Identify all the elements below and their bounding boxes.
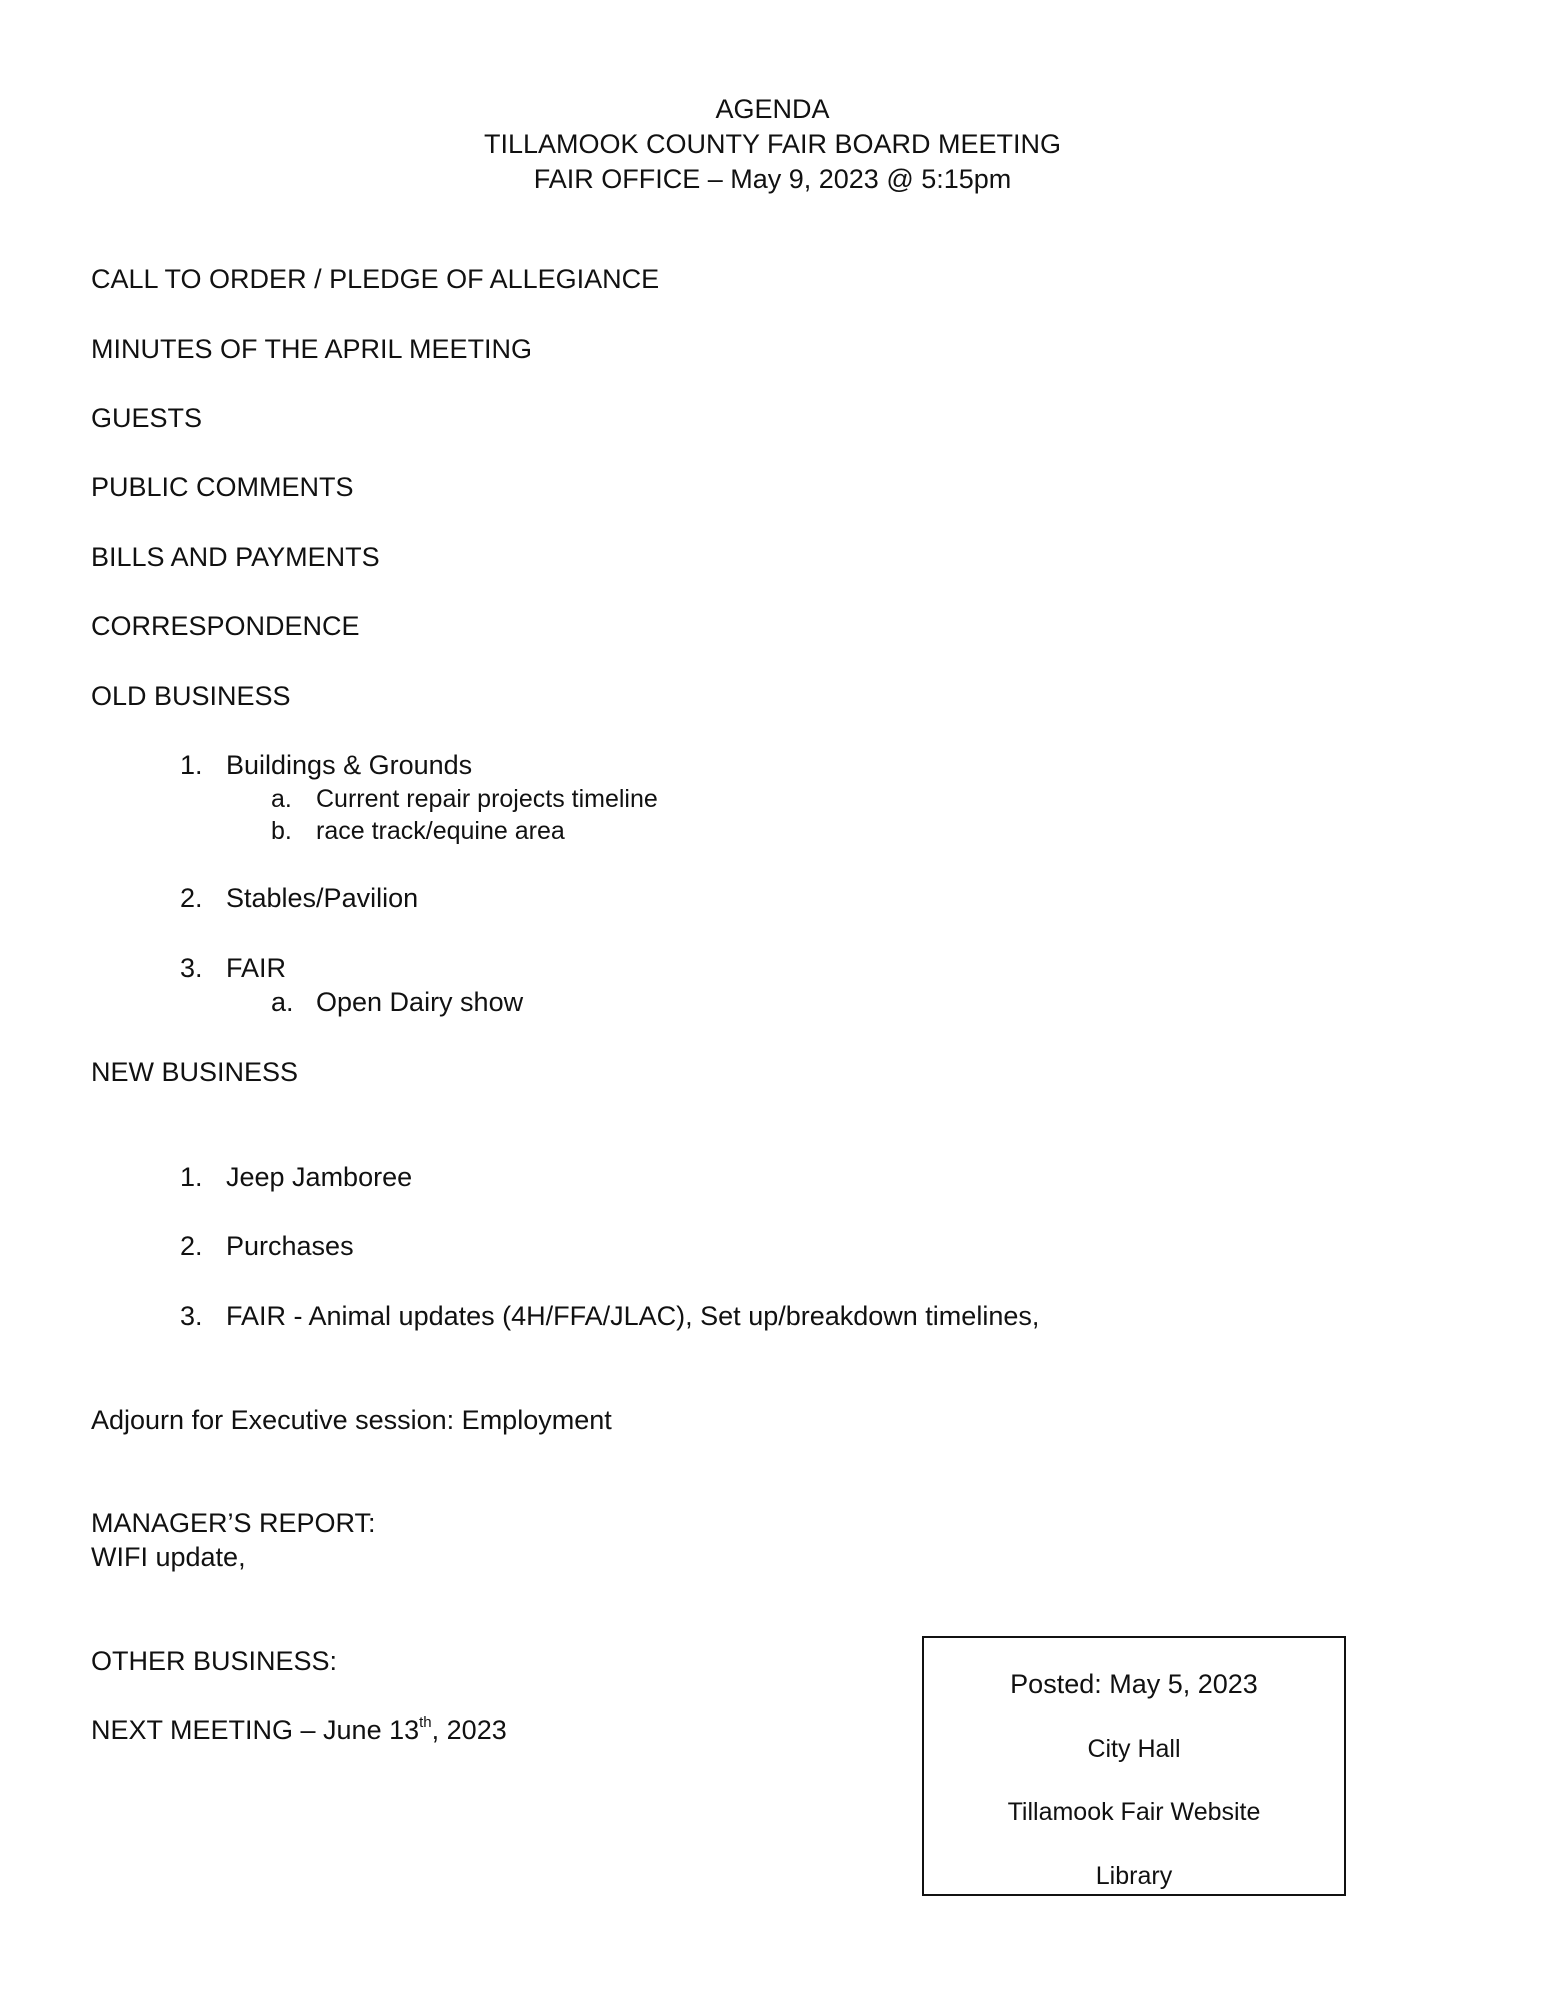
old-item-1-label: Buildings & Grounds [226, 750, 473, 780]
section-old-business: OLD BUSINESS [91, 681, 291, 711]
old-item-1a-label: Current repair projects timeline [316, 785, 658, 813]
new-item-3-number: 3. [180, 1301, 203, 1331]
meeting-location-date: FAIR OFFICE – May 9, 2023 @ 5:15pm [533, 164, 1012, 194]
section-minutes: MINUTES OF THE APRIL MEETING [91, 334, 533, 364]
old-item-3-label: FAIR [226, 953, 287, 983]
section-call-to-order: CALL TO ORDER / PLEDGE OF ALLEGIANCE [91, 264, 660, 294]
next-meeting-prefix: NEXT MEETING – June 13 [91, 1715, 420, 1745]
old-item-1-number: 1. [180, 750, 203, 780]
old-item-3a-label: Open Dairy show [316, 987, 524, 1017]
new-item-1-number: 1. [180, 1162, 203, 1192]
old-item-1b-label: race track/equine area [316, 817, 565, 845]
manager-report-item: WIFI update, [91, 1542, 246, 1572]
other-business: OTHER BUSINESS: [91, 1646, 338, 1676]
old-item-1b-letter: b. [271, 817, 292, 845]
posted-location-library: Library [1095, 1862, 1173, 1890]
old-item-2-label: Stables/Pavilion [226, 883, 419, 913]
old-item-1a-letter: a. [271, 785, 292, 813]
new-item-3-label: FAIR - Animal updates (4H/FFA/JLAC), Set up/breakdown timelines, [226, 1301, 1040, 1331]
posted-location-city-hall: City Hall [1087, 1735, 1181, 1763]
old-item-3-number: 3. [180, 953, 203, 983]
section-public-comments: PUBLIC COMMENTS [91, 472, 354, 502]
next-meeting-year: , 2023 [431, 1715, 507, 1745]
agenda-header [0, 92, 1545, 197]
new-item-2-label: Purchases [226, 1231, 354, 1261]
section-guests: GUESTS [91, 403, 203, 433]
meeting-name: TILLAMOOK COUNTY FAIR BOARD MEETING [483, 129, 1062, 159]
new-item-1-label: Jeep Jamboree [226, 1162, 413, 1192]
posted-location-website: Tillamook Fair Website [1007, 1798, 1261, 1826]
posting-notice-box [922, 1636, 1346, 1896]
manager-report-heading: MANAGER’S REPORT: [91, 1508, 376, 1538]
old-item-3a-letter: a. [271, 987, 294, 1017]
agenda-title: AGENDA [715, 94, 830, 124]
next-meeting-ordinal: th [419, 1714, 432, 1731]
executive-session: Adjourn for Executive session: Employment [91, 1405, 612, 1435]
section-correspondence: CORRESPONDENCE [91, 611, 360, 641]
new-item-2-number: 2. [180, 1231, 203, 1261]
old-item-2-number: 2. [180, 883, 203, 913]
section-bills-payments: BILLS AND PAYMENTS [91, 542, 380, 572]
posted-date: Posted: May 5, 2023 [1010, 1669, 1258, 1699]
next-meeting [91, 1714, 507, 1746]
section-new-business: NEW BUSINESS [91, 1057, 299, 1087]
